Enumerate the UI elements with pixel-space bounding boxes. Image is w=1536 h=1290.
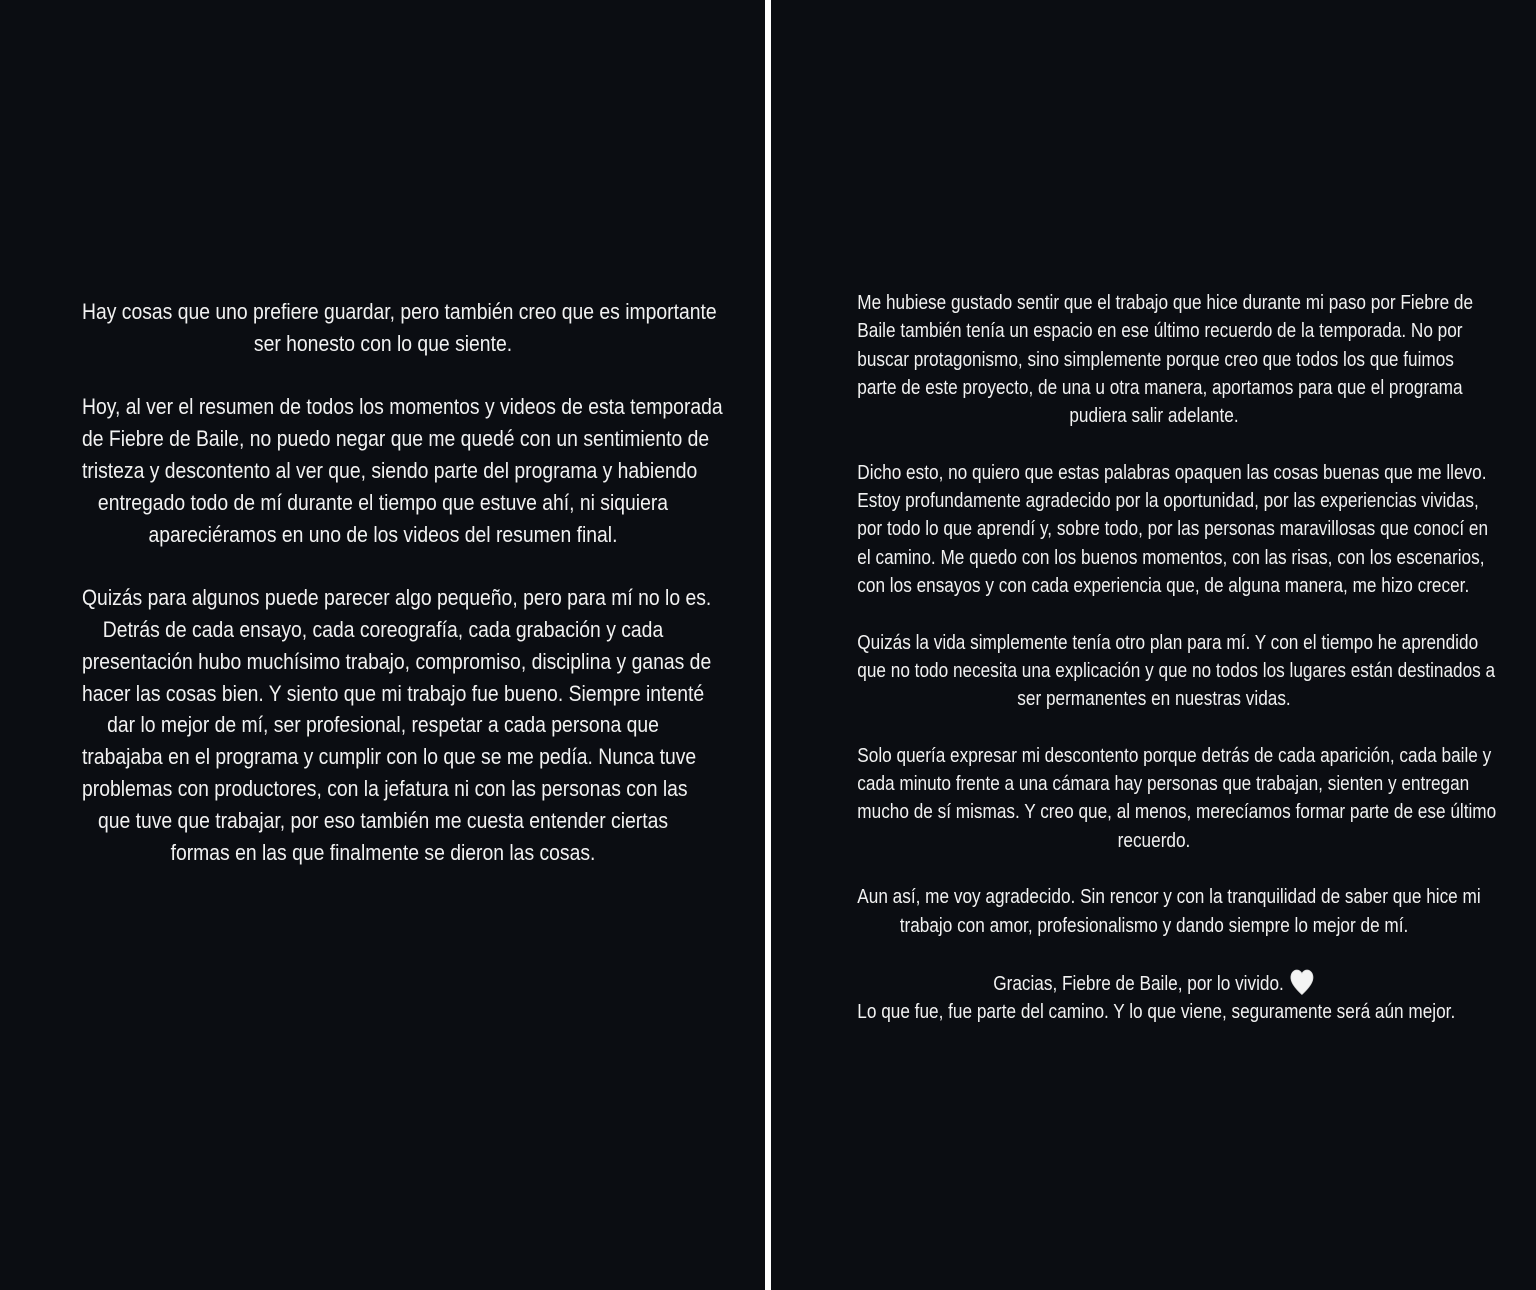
story-paragraph	[81, 391, 723, 550]
left-story-panel	[0, 0, 765, 1290]
right-story-text	[856, 289, 1496, 1027]
story-line: Detrás de cada ensayo, cada coreografía, cada grabación y cada	[102, 616, 663, 642]
right-story-panel	[771, 0, 1536, 1290]
closing-final-line: Lo que fue, fue parte del camino. Y lo que viene, seguramente será aún mejor.	[856, 1001, 1455, 1024]
story-paragraph	[856, 289, 1473, 430]
story-line: Hoy, al ver el resumen de todos los momentos y videos de esta temporada	[81, 394, 723, 420]
story-line: Me hubiese gustado sentir que el trabajo que hice durante mi paso por Fiebre de	[856, 292, 1473, 314]
story-line: Quizás para algunos puede parecer algo pequeño, pero para mí no lo es.	[81, 585, 711, 611]
story-line: Hay cosas que uno prefiere guardar, pero también creo que es importante	[81, 299, 717, 324]
story-line: Dicho esto, no quiero que estas palabras opaquen las cosas buenas que me llevo.	[856, 461, 1486, 484]
story-paragraph	[81, 296, 717, 360]
story-paragraph	[856, 883, 1481, 940]
story-line: presentación hubo muchísimo trabajo, compromiso, disciplina y ganas de	[81, 648, 711, 674]
story-line: Baile también tenía un espacio en ese último recuerdo de la temporada. No por	[856, 320, 1463, 343]
story-line: Estoy profundamente agradecido por la oportunidad, por las experiencias vividas,	[856, 490, 1479, 513]
story-line: ser honesto con lo que siente.	[253, 330, 512, 356]
story-line: con los ensayos y con cada experiencia que, de alguna manera, me hizo crecer.	[856, 574, 1469, 597]
story-line: problemas con productores, con la jefatura ni con las personas con las	[81, 775, 688, 801]
story-line: parte de este proyecto, de una u otra manera, aportamos para que el programa	[856, 376, 1463, 399]
story-line: dar lo mejor de mí, ser profesional, respetar a cada persona que	[106, 712, 659, 738]
story-line: pudiera salir adelante.	[1068, 405, 1239, 428]
story-line: trabajo con amor, profesionalismo y dando siempre lo mejor de mí.	[899, 914, 1408, 937]
story-line: el camino. Me quedo con los buenos momentos, con las risas, con los escenarios,	[856, 546, 1484, 569]
story-line: ser permanentes en nuestras vidas.	[1016, 688, 1291, 711]
story-paragraph	[81, 582, 711, 868]
story-line: que no todo necesita una explicación y que no todos los lugares están destinados a	[856, 659, 1495, 682]
story-line: hacer las cosas bien. Y siento que mi trabajo fue bueno. Siempre intenté	[81, 680, 704, 706]
closing-paragraph	[856, 968, 1455, 1027]
story-line: apareciéramos en uno de los videos del resumen final.	[148, 521, 617, 547]
story-line: que tuve que trabajar, por eso también me cuesta entender ciertas	[97, 807, 668, 833]
story-line: de Fiebre de Baile, no puedo negar que me quedé con un sentimiento de	[81, 426, 709, 452]
story-paragraph	[856, 459, 1488, 600]
story-line: cada minuto frente a una cámara hay personas que trabajan, sienten y entregan	[856, 773, 1469, 796]
story-line: por todo lo que aprendí y, sobre todo, por las personas maravillosas que conocí en	[856, 518, 1488, 541]
story-line: recuerdo.	[1117, 829, 1190, 852]
story-line: Aun así, me voy agradecido. Sin rencor y con la tranquilidad de saber que hice mi	[856, 886, 1481, 909]
thanks-text: Gracias, Fiebre de Baile, por lo vivido.	[992, 973, 1284, 996]
left-story-text	[81, 296, 723, 868]
story-line: formas en las que finalmente se dieron las cosas.	[170, 839, 595, 865]
story-line: buscar protagonismo, sino simplemente porque creo que todos los que fuimos	[856, 348, 1454, 371]
story-paragraph	[856, 629, 1495, 714]
white-heart-icon	[1288, 968, 1314, 996]
story-line: mucho de sí mismas. Y creo que, al menos, merecíamos formar parte de ese último	[856, 801, 1496, 824]
story-paragraph	[856, 742, 1496, 855]
story-line: Quizás la vida simplemente tenía otro plan para mí. Y con el tiempo he aprendido	[856, 631, 1478, 654]
story-line: trabajaba en el programa y cumplir con lo que se me pedía. Nunca tuve	[81, 744, 696, 770]
closing-thanks-line	[857, 968, 1450, 998]
story-line: tristeza y descontento al ver que, siendo parte del programa y habiendo	[81, 457, 697, 483]
story-line: Solo quería expresar mi descontento porque detrás de cada aparición, cada baile y	[856, 744, 1491, 767]
story-line: entregado todo de mí durante el tiempo que estuve ahí, ni siquiera	[97, 489, 668, 515]
